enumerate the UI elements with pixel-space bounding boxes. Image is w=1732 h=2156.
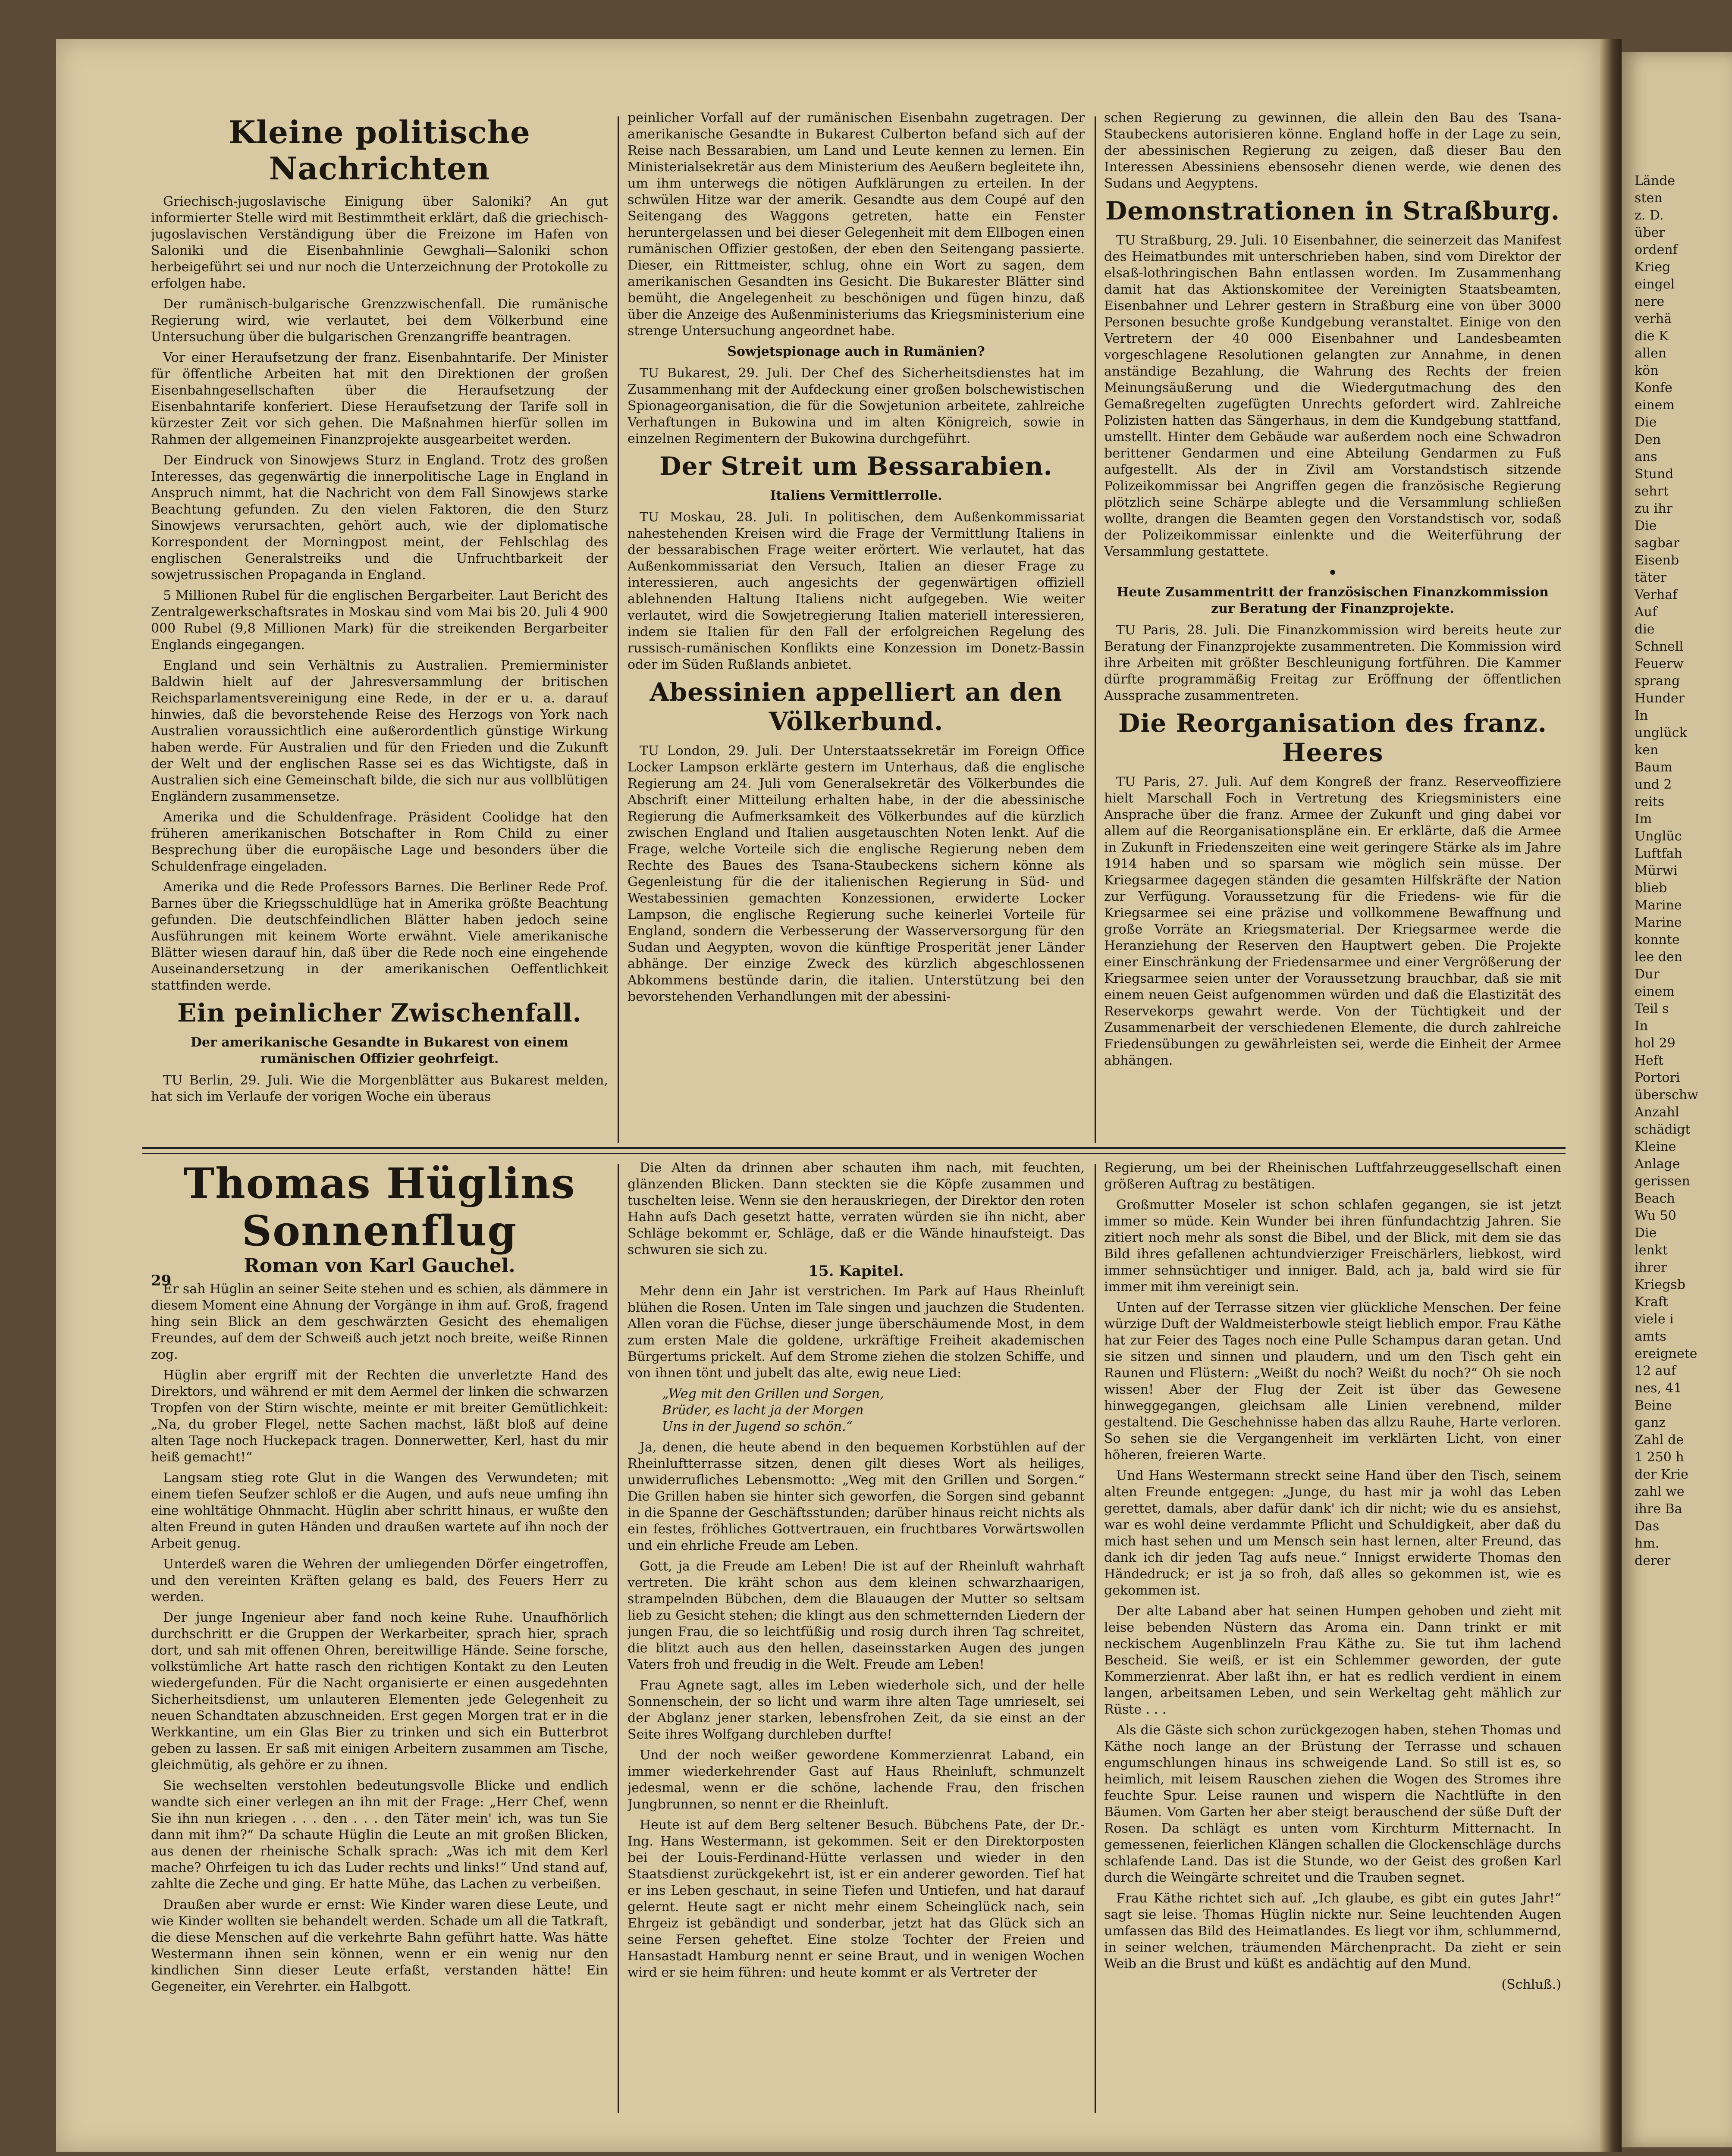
article-paragraph: England und sein Verhältnis zu Australien. Premierminister Baldwin hielt auf der Jahresversammlung der britischen Reichsparlamentsvereinigung eine Rede, in der er u. a. darauf hinwies, daß die bevorstehende Reise des Herzogs von York nach Australien voraussichtlich eine außerordentlich günstige Wirkung haben werde. Für Australien und für den Frieden und die Zukunft der Welt und der englischen Rasse sei es das Wichtigste, daß in Australien sich eine Gemeinschaft bilde, die sich nur aus vollblütigen Engländern zusammensetze.: [151, 658, 608, 804]
headline-kleine-politische-nachrichten: Kleine politische Nachrichten: [229, 114, 530, 187]
serial-paragraph: Die Alten da drinnen aber schauten ihm nach, mit feuchten, glänzenden Blicken. Dann steckten sie die Köpfe zusammen und tuschelten leise. Wenn sie den herauskriegen, der Direktor den roten Hahn aufs Dach gesetzt hatte, verraten würden sie ihn nicht, aber Schläge bekommt er, Schläge, daß er die Wände hinaufsteigt. Das schwuren sie sich zu.: [628, 1160, 1085, 1257]
serial-paragraph: Gott, ja die Freude am Leben! Die ist auf der Rheinluft wahrhaft vertreten. Die kräht schon aus dem kleinen schwarzhaarigen, strampelnden Bübchen, dem die Blauaugen der Mutter so seltsam lieb zu Gesicht stehen; die klingt aus den schmetternden Liedern der jungen Frau, die so leichtfüßig und rosig durch ihren Tag schreitet, die blitzt auch aus den hellen, daseinsstarken Augen des jungen Vaters froh und freudig in die Welt. Freude am Leben!: [628, 1559, 1085, 1672]
strip-line: derer: [1635, 1553, 1671, 1568]
column-divider: [1095, 1164, 1096, 2113]
strip-line: In: [1635, 708, 1648, 723]
serial-paragraph: Ja, denen, die heute abend in den bequemen Korbstühlen auf der Rheinluftterrasse sitzen, denen gilt dieses Wort als heiliges, unwiderrufliches Lebensmotto: „Weg mit den Grillen und Sorgen.“ Die Grillen haben sie hinter sich geworfen, die Sorgen sind gebannt in die Spanne der Geschäftsstunden; darüber hinaus reicht nichts als ein festes, fröhliches Gottvertrauen, ein fruchtbares Vorwärtswollen und ein ehrliche Freude am Leben.: [628, 1440, 1085, 1553]
adjacent-page-text: [1635, 172, 1698, 1570]
separator-dot: •: [1327, 563, 1338, 583]
strip-line: zu ihr: [1635, 501, 1672, 516]
strip-line: Baum: [1635, 760, 1672, 775]
serial-column-3: [1104, 1160, 1561, 2117]
verse-line: Uns in der Jugend so schön.“: [662, 1419, 853, 1434]
serial-paragraph: Frau Käthe richtet sich auf. „Ich glaube, es gibt ein gutes Jahr!“ sagt sie leise. Thomas Hüglin nickte nur. Seine leuchtenden Augen umfassen das Bild des Heimatlandes. Es liegt vor ihm, schlummernd, in seiner welchen, träumenden Märchenpracht. Da zieht er sein Weib an die Brust und küßt es andächtig auf den Mund.: [1104, 1891, 1561, 1971]
strip-line: Unglüc: [1635, 829, 1682, 844]
article-paragraph: TU Straßburg, 29. Juli. 10 Eisenbahner, die seinerzeit das Manifest des Heimatbundes mit unterschrieben haben, sind vom Direktor der elsaß-lothringischen Bahn entlassen worden. Im Zusammenhang damit hat das Aktionskomitee der Vereinigten Staatsbeamten, Eisenbahner und Lehrer gestern in Straßburg eine von über 3000 Personen besuchte große Kundgebung veranstaltet. Einige von den Vertretern der 40 000 Eisenbahner und Landesbeamten vorgeschlagene Resolutionen gelangten zur Annahme, in denen anständige Bezahlung, die Wahrung des Rechts der freien Meinungsäußerung und die Wiedergutmachung des den Gemaßregelten zugefügten Unrechts gefordert wird. Zahlreiche Polizisten hatten das Sängerhaus, in dem die Kundgebung stattfand, umstellt. Hinter dem Gebäude war außerdem noch eine Schwadron berittener Gendarmen und eine Abteilung Gendarmen zu Fuß aufgestellt. Als der in Zivil am Vorstandstisch sitzende Polizeikommissar bei Angriffen gegen die französische Regierung plötzlich seine Schärpe ablegte und die Versammlung schließen wollte, drangen die Beamten gegen den Vorstandstisch vor, sodaß der Polizeikommissar einlenkte und die Weiterführung der Versammlung gestattete.: [1104, 233, 1561, 559]
serial-paragraph: Der alte Laband aber hat seinen Humpen gehoben und zieht mit leise bebenden Nüstern das Aroma ein. Dann trinkt er mit neckischem Augenblinzeln Frau Käthe zu. Sie tut ihm lachend Bescheid. Sie weiß, er ist ein Schlemmer geworden, der gute Kommerzienrat. Aber laßt ihn, er hat es redlich verdient in einem langen, arbeitsamen Leben, und sein Werkeltag geht mählich zur Rüste . . .: [1104, 1604, 1561, 1717]
serial-paragraph: Als die Gäste sich schon zurückgezogen haben, stehen Thomas und Käthe noch lange an der Brüstung der Terrasse und schauen engumschlungen hinaus ins schweigende Land. So still ist es, so heimlich, mit leisem Rauschen ziehen die Wogen des Stromes ihre feuchte Spur. Leise raunen und wispern die Nachtlüfte in den Bäumen. Vom Garten her aber steigt berauschend der süße Duft der Rosen. Da schlägt es unten vom Kirchturm Mitternacht. In gemessenen, feierlichen Klängen schallen die Glockenschläge durchs schlafende Land. Das ist die Stunde, wo der Geist des großen Karl durch die Weingärte schreitet und die Trauben segnet.: [1104, 1723, 1561, 1885]
strip-line: Die: [1635, 518, 1657, 533]
strip-line: Auf: [1635, 605, 1657, 620]
chapter-heading: 15. Kapitel.: [808, 1263, 904, 1280]
headline-zwischenfall: Ein peinlicher Zwischenfall.: [177, 998, 582, 1028]
strip-line: täter: [1635, 570, 1667, 585]
column-divider: [1095, 116, 1096, 1143]
strip-line: Die: [1635, 1225, 1657, 1241]
serial-title: Thomas Hüglins Sonnenflug: [183, 1160, 576, 1255]
serial-paragraph: Heute ist auf dem Berg seltener Besuch. Bübchens Pate, der Dr.-Ing. Hans Westermann, ist gekommen. Seit er den Direktorposten bei der Louis-Ferdinand-Hütte verlassen und wieder in den Staatsdienst zurückgekehrt ist, ist er ein anderer geworden. Tief hat er ins Leben geschaut, in seine Tiefen und Untiefen, und hat darauf gelernt. Heute sagt er nicht mehr einem Scheinglück nach, sein Ehrgeiz ist gebändigt und sonderbar, jetzt hat das Glück sich an seine Fersen geheftet. Eine stolze Tochter der Freien und Hansastadt Hamburg nennt er seine Braut, und in wenigen Wochen wird er sie heim führen: und heute kommt er als Vertreter der: [628, 1818, 1085, 1980]
serial-column-2: [628, 1160, 1085, 2117]
article-paragraph: TU Moskau, 28. Juli. In politischen, dem Außenkommissariat nahestehenden Kreisen wird die Frage der Vermittlung Italiens in der bessarabischen Frage weiter erörtert. Wie verlautet, hat das Außenkommissariat den Versuch, Italien an dieser Frage zu interessieren, auch angesichts der gegenwärtigen offiziell ablehnenden Haltung Italiens nicht aufgegeben. Wie weiter verlautet, wird die Sowjetregierung Italien materiell interessieren, indem sie Italien für den Fall der erfolgreichen Regelung des russisch-rumänischen Konflikts eine Konzession im Donetz-Bassin oder im Süden Rußlands anbietet.: [628, 510, 1085, 672]
strip-line: ans: [1635, 449, 1657, 464]
song-verse: [662, 1386, 1085, 1435]
strip-line: allen: [1635, 346, 1667, 361]
strip-line: z. D.: [1635, 208, 1664, 223]
serial-paragraph: Sie wechselten verstohlen bedeutungsvolle Blicke und endlich wandte sich einer verlegen an ihn mit der Frage: „Herr Chef, wenn Sie ihn nun kriegen . . . den . . . den Täter mein' ich, was tun Sie dann mit ihm?“ Da schaute Hüglin die Leute an mit großen Blicken, aus denen der rheinische Schalk sprach: „Was ich mit dem Kerl mache? Ohrfeigen tu ich das Luder rechts und links!“ Und stand auf, zahlte die Zeche und ging. Er hatte Mühe, das Lachen zu verbeißen.: [151, 1778, 608, 1892]
strip-line: Eisenb: [1635, 553, 1679, 568]
column-divider: [618, 1164, 619, 2113]
strip-line: Feuerw: [1635, 656, 1684, 671]
strip-line: ihrer: [1635, 1260, 1667, 1275]
article-paragraph: TU London, 29. Juli. Der Unterstaatssekretär im Foreign Office Locker Lampson erklärte gestern im Unterhaus, daß die englische Regierung am 24. Juli vom Generalsekretär des Völkerbundes die Abschrift einer Mitteilung erhalten habe, in der die abessinische Regierung die Aufmerksamkeit des Völkerbundes auf die kürzlich zwischen England und Italien ausgetauschten Noten lenkt. Auf die Frage, welche Vorteile sich die englische Regierung neben dem Rechte des Baues des Tsana-Staubeckens sichern könne als Gegenleistung für die der italienischen Regierung in Süd- und Westabessinien gemachten Konzessionen, erwiderte Locker Lampson, die englische Regierung suche keinerlei Vorteile für England, sondern die Verbesserung der Wasserversorgung für den Sudan und Aegypten, wovon die künftige Prosperität jener Länder abhänge. Der einzige Zweck des kürzlich abgeschlossenen Abkommens bestünde darin, die italien. Unterstützung bei den bevorstehenden Verhandlungen mit der abessini-: [628, 743, 1085, 1004]
strip-line: Marine: [1635, 898, 1682, 913]
serial-subtitle: Roman von Karl Gauchel.: [244, 1255, 515, 1277]
article-paragraph: TU Paris, 28. Juli. Die Finanzkommission wird bereits heute zur Beratung der Finanzprojekte zusammentreten. Die Kommission wird ihre Arbeiten mit größter Beschleunigung fortführen. Die Kammer dürfte programmäßig Freitag zur Eröffnung der öffentlichen Aussprache zusammentreten.: [1104, 623, 1561, 703]
strip-line: nere: [1635, 294, 1665, 309]
serial-end-mark: (Schluß.): [1501, 1977, 1561, 1992]
serial-paragraph: Regierung, um bei der Rheinischen Luftfahrzeuggesellschaft einen größeren Auftrag zu bestätigen.: [1104, 1160, 1561, 1192]
article-paragraph: Griechisch-jugoslavische Einigung über Saloniki? An gut informierter Stelle wird mit Bestimmtheit erklärt, daß die griechisch-jugoslavischen Verständigung über die Freizone im Hafen von Saloniki und die Eisenbahnlinie Gewghali—Saloniki schon herbeigeführt sei und nur noch die Unterzeichnung der Protokolle zu erfolgen habe.: [151, 194, 608, 291]
strip-line: und 2: [1635, 777, 1672, 792]
strip-line: Heft: [1635, 1053, 1664, 1068]
strip-line: Die: [1635, 415, 1657, 430]
section-divider: [142, 1147, 1566, 1154]
strip-line: Verhaf: [1635, 587, 1678, 602]
article-paragraph: TU Paris, 27. Juli. Auf dem Kongreß der franz. Reserveoffiziere hielt Marschall Foch in Vertretung des Kriegsministers eine Ansprache über die franz. Armee der Zukunft und ging dabei vor allem auf die Reorganisationspläne ein. Er erklärte, daß die Armee in Zukunft in Friedenszeiten eine weit geringere Stärke als im Jahre 1914 haben und so sparsam wie möglich sein müsse. Der Kriegsarmee dagegen ständen die gesamten Hilfskräfte der Nation zur Verfügung. Voraussetzung für die Friedens- wie für die Kriegsarmee sei eine präzise und vollkommene Bewaffnung und große Vorräte an Kriegsmaterial. Der Kriegsarmee werde die Heranziehung der Reserven den Hauptwert geben. Die Projekte einer Einschränkung der Friedensarmee und einer Vergrößerung der Kriegsarmee seien unter der Voraussetzung brauchbar, daß sie mit einem neuen Geist aufgenommen würden und daß die Elastizität des Reservekorps gewahrt werde. Von der Tüchtigkeit und der Zusammenarbeit der verschiedenen Elemente, die durch zahlreiche Friedensübungen zu gewährleisten sei, werde die Einheit der Armee abhängen.: [1104, 774, 1561, 1068]
installment-number: 29: [151, 1272, 172, 1289]
strip-line: sagbar: [1635, 536, 1679, 551]
serial-paragraph: Langsam stieg rote Glut in die Wangen des Verwundeten; mit einem tiefen Seufzer schloß er die Augen, und aufs neue umfing ihn eine wohltätige Ohnmacht. Hüglin aber schritt hinaus, er wußte den alten Freund in guten Händen und draußen wartete auf ihn noch der Arbeit genug.: [151, 1470, 608, 1551]
strip-line: Das: [1635, 1519, 1660, 1534]
strip-line: Teil s: [1635, 1001, 1669, 1016]
strip-line: Beine: [1635, 1398, 1672, 1413]
column-divider: [618, 116, 619, 1143]
verse-line: „Weg mit den Grillen und Sorgen,: [662, 1386, 884, 1401]
strip-line: verhä: [1635, 311, 1672, 326]
strip-line: überschw: [1635, 1087, 1698, 1103]
strip-line: Anlage: [1635, 1156, 1680, 1172]
serial-column-1: [151, 1160, 608, 2117]
article-paragraph: Vor einer Heraufsetzung der franz. Eisenbahntarife. Der Minister für öffentliche Arbeiten hat mit den Direktionen der großen Eisenbahngesellschaften über die Heraufsetzung der Eisenbahntarife konferiert. Diese Heraufsetzung der Tarife soll in kürzester Zeit vor sich gehen. Die Maßnahmen hierfür sollen im Rahmen der allgemeinen Finanzprojekte ausgearbeitet werden.: [151, 350, 608, 447]
strip-line: amts: [1635, 1329, 1666, 1344]
strip-line: Krieg: [1635, 260, 1671, 275]
book-gutter: [1600, 39, 1622, 2152]
strip-line: hm.: [1635, 1536, 1660, 1551]
strip-line: Kleine: [1635, 1139, 1676, 1154]
strip-line: kön: [1635, 363, 1659, 378]
strip-line: die: [1635, 622, 1655, 637]
serial-paragraph: Unterdeß waren die Wehren der umliegenden Dörfer eingetroffen, und den vereinten Kräften gelang es bald, des Feuers Herr zu werden.: [151, 1557, 608, 1604]
strip-line: reits: [1635, 794, 1665, 809]
strip-line: Lände: [1635, 173, 1676, 188]
strip-line: Dur: [1635, 967, 1660, 982]
strip-line: unglück: [1635, 725, 1687, 740]
strip-line: einem: [1635, 984, 1675, 999]
strip-line: einem: [1635, 398, 1675, 413]
article-paragraph: TU Bukarest, 29. Juli. Der Chef des Sicherheitsdienstes hat im Zusammenhang mit der Aufdeckung einer großen bolschewistischen Spionageorganisation, die für die Sowjetunion arbeitete, zahlreiche Verhaftungen in Bukowina und im alten Königreich, sowie in einzelnen Regimentern der Bukowina durchgeführt.: [628, 366, 1085, 446]
strip-line: Kriegsb: [1635, 1277, 1685, 1292]
strip-line: Konfe: [1635, 380, 1672, 395]
strip-line: Wu 50: [1635, 1208, 1676, 1223]
strip-line: gerissen: [1635, 1174, 1690, 1189]
strip-line: 1 250 h: [1635, 1450, 1684, 1465]
strip-line: Anzahl: [1635, 1105, 1679, 1120]
strip-line: lee den: [1635, 950, 1682, 965]
strip-line: Schnell: [1635, 639, 1683, 654]
serial-paragraph: Frau Agnete sagt, alles im Leben wiederhole sich, und der helle Sonnenschein, der so licht und warm ihre alten Tage umrieselt, sei der Abglanz jener starken, lebensfrohen Zeit, da sie einst an der Seite ihres Wolfgang durchleben durfte!: [628, 1678, 1085, 1742]
column-1: [151, 110, 608, 1136]
strip-line: viele i: [1635, 1312, 1674, 1327]
strip-line: Beach: [1635, 1191, 1675, 1206]
headline-strassburg: Demonstrationen in Straßburg.: [1105, 196, 1560, 226]
strip-line: Stund: [1635, 467, 1674, 482]
strip-line: ganz: [1635, 1415, 1666, 1430]
serial-paragraph: Er sah Hüglin an seiner Seite stehen und es schien, als dämmere in diesem Moment eine Ahnung der Vorgänge in ihm auf. Groß, fragend hing sein Blick an dem geschwärzten Gesicht des ehemaligen Freundes, auf dem der Schweiß auch jetzt noch breite, weiße Rinnen zog.: [151, 1282, 608, 1362]
strip-line: zahl we: [1635, 1484, 1685, 1499]
strip-line: Luftfah: [1635, 846, 1682, 861]
adjacent-page-strip: [1622, 52, 1732, 2147]
strip-line: blieb: [1635, 881, 1667, 896]
strip-line: hol 29: [1635, 1036, 1676, 1051]
strip-line: über: [1635, 225, 1665, 240]
strip-line: Marine: [1635, 915, 1682, 930]
subheadline: Der amerikanische Gesandte in Bukarest von einem rumänischen Offizier geohrfeigt.: [191, 1035, 568, 1066]
strip-line: ordenf: [1635, 242, 1678, 257]
strip-line: sprang: [1635, 674, 1680, 689]
headline-abessinien: Abessinien appelliert an den Völkerbund.: [650, 677, 1063, 736]
strip-line: sten: [1635, 191, 1663, 206]
serial-paragraph: Draußen aber wurde er ernst: Wie Kinder waren diese Leute, und wie Kinder wollten sie behandelt werden. Schade um all die Tatkraft, die diese Menschen auf die verkehrte Bahn geführt hatte. Was hätte Westermann ihnen sein können, wenn er ein wenig nur den kindlichen Sinn dieser Leute erfaßt, verstanden hätte! Ein Gegeneiter, ein Verehrter. ein Halbgott.: [151, 1897, 608, 1994]
article-paragraph: Amerika und die Schuldenfrage. Präsident Coolidge hat den früheren amerikanischen Botschafter in Rom Child zu einer Besprechung über die europäische Lage und besonders über die Schuldenfrage eingeladen.: [151, 810, 608, 874]
strip-line: nes, 41: [1635, 1381, 1682, 1396]
article-paragraph: TU Berlin, 29. Juli. Wie die Morgenblätter aus Bukarest melden, hat sich im Verlaufe der vorigen Woche ein überaus: [151, 1073, 608, 1104]
strip-line: ken: [1635, 743, 1659, 758]
strip-line: In: [1635, 1018, 1648, 1034]
serial-paragraph: Großmutter Moseler ist schon schlafen gegangen, sie ist jetzt immer so müde. Kein Wunder bei ihren fünfundachtzig Jahren. Sie zitiert noch mehr als sonst die Bibel, und der Blick, mit dem sie das Bild ihres gefallenen achtundvierziger Freischärlers, liebkost, wird immer sehnsüchtiger und inniger. Bald, ach ja, bald wird sie für immer mit ihm vereinigt sein.: [1104, 1197, 1561, 1294]
strip-line: 12 auf: [1635, 1363, 1676, 1379]
serial-paragraph: Und Hans Westermann streckt seine Hand über den Tisch, seinem alten Freunde entgegen: „Junge, du hast mir ja wohl das Leben gerettet, damals, aber dafür dank' ich dir nicht; wie du es ansiehst, war es wohl deine verdammte Pflicht und Schuldigkeit, aber daß du mich hast sehen und um Mensch sein hast lernen, alter Freund, das dank ich dir jeden Tag aufs neue.“ Innigst erwiderte Thomas den Händedruck; er ist ja so froh, daß alles so gekommen ist, wie es gekommen ist.: [1104, 1468, 1561, 1598]
strip-line: Kraft: [1635, 1294, 1668, 1310]
strip-line: Mürwi: [1635, 863, 1678, 878]
article-paragraph: Der Eindruck von Sinowjews Sturz in England. Trotz des großen Interesses, das gegenwärtig die innerpolitische Lage in England in Anspruch nimmt, hat die Nachricht von dem Fall Sinowjews starke Beachtung gefunden. Zu den vielen Faktoren, die den Sturz Sinowjews verursachten, gehört auch, wie der diplomatische Korrespondent der Morningpost meint, der Fehlschlag des englischen Generalstreiks und die Unfruchtbarkeit der sowjetrussischen Propaganda in England.: [151, 453, 608, 583]
article-paragraph: Amerika und die Rede Professors Barnes. Die Berliner Rede Prof. Barnes über die Kriegsschuldlüge hat in Amerika größte Beachtung gefunden. Die deutschfeindlichen Blätter haben jedoch seine Ausführungen mit keinem Worte erwähnt. Viele amerikanische Blätter wiesen darauf hin, daß über die Rede noch eine eingehende Auseinandersetzung in der amerikanischen Oeffentlichkeit stattfinden werde.: [151, 880, 608, 993]
verse-line: Brüder, es lacht ja der Morgen: [662, 1403, 864, 1418]
headline-bessarabien: Der Streit um Bessarabien.: [659, 451, 1053, 481]
strip-line: eingel: [1635, 277, 1675, 292]
strip-line: ihre Ba: [1635, 1501, 1682, 1517]
strip-line: lenkt: [1635, 1243, 1668, 1258]
column-2: [628, 110, 1085, 1136]
strip-line: Den: [1635, 432, 1661, 447]
headline-reorganisation: Die Reorganisation des franz. Heeres: [1118, 708, 1547, 767]
strip-line: Portori: [1635, 1070, 1680, 1085]
serial-paragraph: Und der noch weißer gewordene Kommerzienrat Laband, ein immer wiederkehrender Gast auf Haus Rheinluft, schmunzelt jedesmal, wenn er die schöne, lachende Frau, den frischen Jungbrunnen, so nennt er die Rheinluft.: [628, 1748, 1085, 1812]
subheadline: Heute Zusammentritt der französischen Finanzkommission zur Beratung der Finanzprojekte.: [1117, 585, 1549, 616]
article-paragraph: peinlicher Vorfall auf der rumänischen Eisenbahn zugetragen. Der amerikanische Gesandte in Bukarest Culberton befand sich auf der Reise nach Bessarabien, um Land und Leute kennen zu lernen. Ein Ministerialsekretär aus dem Ministerium des Aeußern begleitete ihn, um ihm unterwegs die nötigen Aufklärungen zu erteilen. In der schwülen Hitze war der amerik. Gesandte aus dem Coupé auf den Seitengang des Waggons getreten, hatte ein Fenster heruntergelassen und bei dieser Gelegenheit mit dem Ellbogen einen rumänischen Offizier gestoßen, der eben den Seitengang passierte. Dieser, ein Rittmeister, schlug, ohne ein Wort zu sagen, dem amerikanischen Gesandten ins Gesicht. Die Bukarester Blätter sind bemüht, die Angelegenheit zu beschönigen und fügen hinzu, daß über die Anzeige des Außenministeriums das Kriegsministerium eine strenge Untersuchung angeordnet habe.: [628, 110, 1085, 338]
subheadline: Italiens Vermittlerrolle.: [770, 488, 942, 503]
article-paragraph: 5 Millionen Rubel für die englischen Bergarbeiter. Laut Bericht des Zentralgewerkschaftsrates in Moskau sind vom Mai bis 20. Juli 4 900 000 Rubel (9,8 Millionen Mark) für die streikenden Bergarbeiter Englands eingegangen.: [151, 588, 608, 652]
strip-line: Hunder: [1635, 691, 1685, 706]
strip-line: sehrt: [1635, 484, 1669, 499]
serial-paragraph: Der junge Ingenieur aber fand noch keine Ruhe. Unaufhörlich durchschritt er die Gruppen der Werkarbeiter, sprach hier, sprach dort, und sah mit offenen Ohren, bereitwillige Hände. Seine forsche, volkstümliche Art hatte rasch den richtigen Kontakt zu den Leuten wiedergefunden. Für die Nacht organisierte er einen ausgedehnten Sicherheitsdienst, um unlauteren Elementen jede Gelegenheit zu neuen Schandtaten abzuschneiden. Erst gegen Morgen trat er in die Werkkantine, um ein Glas Bier zu trinken und sich ein Butterbrot geben zu lassen. Er saß mit einigen Arbeitern zusammen am Tische, gleichmütig, als gehöre er zu ihnen.: [151, 1610, 608, 1773]
strip-line: Zahl de: [1635, 1432, 1684, 1448]
strip-line: schädigt: [1635, 1122, 1691, 1137]
column-3: [1104, 110, 1561, 1136]
article-paragraph: Der rumänisch-bulgarische Grenzzwischenfall. Die rumänische Regierung wird, wie verlautet, bei dem Völkerbund eine Untersuchung über die bulgarischen Grenzangriffe beantragen.: [151, 297, 608, 345]
strip-line: ereignete: [1635, 1346, 1697, 1361]
strip-line: der Krie: [1635, 1467, 1688, 1482]
subheadline: Sowjetspionage auch in Rumänien?: [727, 344, 985, 359]
serial-paragraph: Hüglin aber ergriff mit der Rechten die unverletzte Hand des Direktors, und während er mit dem Aermel der linken die schwarzen Tropfen von der Stirn wischte, meinte er mit breiter Gemütlichkeit: „Na, du grober Flegel, nette Sachen machst, läßt bloß auf deine alten Tage noch Huckepack tragen. Donnerwetter, Kerl, hast du mir heiß gemacht!“: [151, 1368, 608, 1465]
strip-line: die K: [1635, 329, 1669, 344]
serial-paragraph: Mehr denn ein Jahr ist verstrichen. Im Park auf Haus Rheinluft blühen die Rosen. Unten im Tale singen und jauchzen die Studenten. Allen voran die Füchse, dieser junge überschäumende Most, in dem zum ersten Male die goldene, urkräftige Freiheit akademischen Bürgertums prickelt. Auf dem Strome ziehen die stolzen Schiffe, und von ihnen tönt und jubelt das alte, ewig neue Lied:: [628, 1284, 1085, 1381]
strip-line: konnte: [1635, 932, 1680, 947]
serial-paragraph: Unten auf der Terrasse sitzen vier glückliche Menschen. Der feine würzige Duft der Waldmeisterbowle steigt lieblich empor. Frau Käthe hat zur Feier des Tages noch eine Pulle Schampus daran getan. Und sie sitzen und sinnen und plaudern, und um den Tisch geht ein Raunen und Flüstern: „Weißt du noch? Weißt du noch?“ Oh sie noch wissen! Aber der Flug der Zeit ist über das Gewesene hinweggegangen, gleichsam alle Linien verebnend, milder gestaltend. Die Geschehnisse haben das allzu Rauhe, Harte verloren. So sehen sie die Vergangenheit im verklärten Licht, von einer höheren, freieren Warte.: [1104, 1300, 1561, 1463]
article-paragraph: schen Regierung zu gewinnen, die allein den Bau des Tsana-Staubeckens autorisieren könne. England hoffe in der Lage zu sein, der abessinischen Regierung zu zeigen, daß dieser Bau den Interessen Abessiniens ebensosehr dienen werde, wie denen des Sudans und Aegyptens.: [1104, 110, 1561, 191]
strip-line: Im: [1635, 812, 1652, 827]
